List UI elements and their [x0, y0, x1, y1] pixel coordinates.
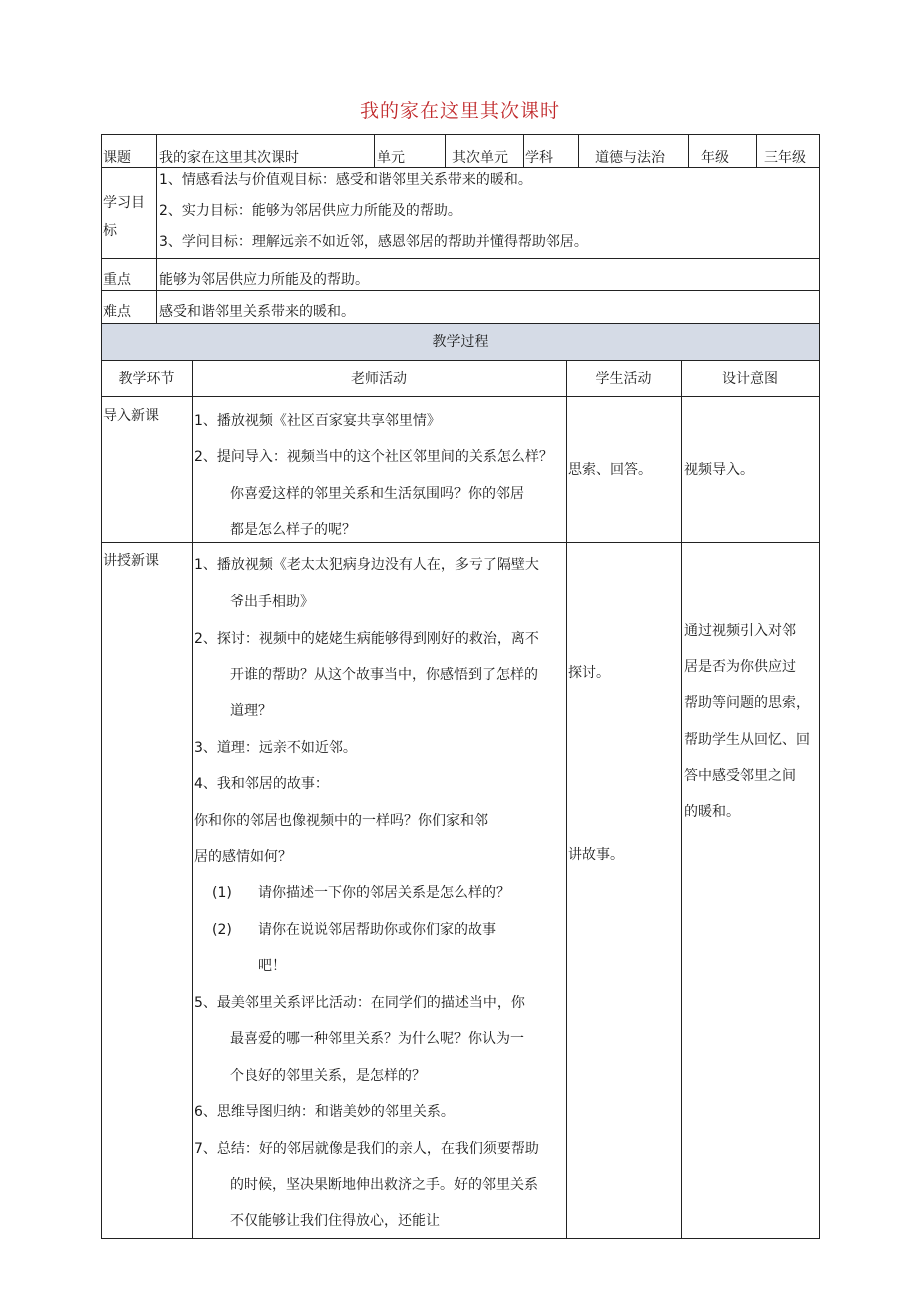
table-line	[101, 258, 820, 259]
table-line	[819, 134, 820, 1239]
teacher-line: (1)	[212, 885, 232, 901]
student-activity: 讲故事。	[568, 847, 624, 863]
table-line	[578, 134, 579, 167]
teacher-line: 请你描述一下你的邻居关系是怎么样的？	[258, 885, 510, 901]
column-header-teacher: 老师活动	[351, 371, 407, 387]
column-header-intent: 设计意图	[722, 371, 778, 387]
teacher-line: 7、总结：好的邻居就像是我们的亲人，在我们须要帮助	[194, 1141, 539, 1157]
teacher-line: 5、最美邻里关系评比活动：在同学们的描述当中，你	[194, 995, 525, 1011]
teacher-line: 吧！	[258, 958, 286, 974]
student-activity: 探讨。	[568, 665, 610, 681]
table-line	[101, 134, 102, 1239]
table-line	[101, 290, 820, 291]
design-intent: 帮助学生从回忆、回	[684, 732, 810, 748]
unit-label: 单元	[377, 150, 405, 166]
table-line	[566, 360, 567, 1239]
table-line	[156, 134, 157, 323]
student-activity: 思索、回答。	[568, 462, 652, 478]
teacher-line: 居的感情如何？	[194, 849, 292, 865]
course-value: 道德与法治	[595, 150, 665, 166]
document-title: 我的家在这里其次课时	[359, 100, 560, 122]
subject-label: 课题	[103, 150, 131, 166]
table-line	[756, 134, 757, 167]
unit-value: 其次单元	[452, 150, 508, 166]
teacher-line: 爷出手相助》	[230, 594, 314, 610]
design-intent: 视频导入。	[684, 462, 754, 478]
table-line	[688, 134, 689, 167]
table-line	[374, 134, 375, 167]
objectives-label: 标	[103, 223, 117, 239]
teacher-line: 6、思维导图归纳：和谐美妙的邻里关系。	[194, 1104, 455, 1120]
grade-value: 三年级	[764, 150, 806, 166]
objective-item: 3、学问目标：理解远亲不如近邻，感恩邻居的帮助并懂得帮助邻居。	[159, 234, 588, 250]
table-line	[101, 360, 820, 361]
teacher-line: 不仅能够让我们住得放心，还能让	[230, 1213, 440, 1229]
process-header: 教学过程	[432, 334, 489, 350]
teacher-line: 道理？	[230, 703, 272, 719]
grade-label: 年级	[701, 150, 729, 166]
design-intent: 通过视频引入对邻	[684, 623, 796, 639]
table-line	[101, 542, 820, 543]
stage-new-lesson: 讲授新课	[103, 553, 159, 569]
objectives-label: 学习目	[103, 195, 145, 211]
design-intent: 答中感受邻里之间	[684, 768, 796, 784]
objective-item: 2、实力目标：能够为邻居供应力所能及的帮助。	[159, 203, 462, 219]
subject-value: 我的家在这里其次课时	[159, 150, 299, 166]
teacher-line: 个良好的邻里关系，是怎样的？	[230, 1068, 426, 1084]
design-intent: 居是否为你供应过	[684, 659, 796, 675]
teacher-line: 你喜爱这样的邻里关系和生活氛围吗？你的邻居	[230, 486, 524, 502]
column-header-stage: 教学环节	[118, 371, 175, 387]
table-line	[523, 134, 524, 167]
teacher-line: 1、播放视频《社区百家宴共享邻里情》	[194, 413, 441, 429]
teacher-line: 1、播放视频《老太太犯病身边没有人在，多亏了隔壁大	[194, 557, 539, 573]
keypoint-label: 重点	[103, 272, 131, 288]
teacher-line: 请你在说说邻居帮助你或你们家的故事	[258, 922, 496, 938]
table-line	[101, 1238, 820, 1239]
table-line	[101, 167, 820, 168]
teacher-line: 3、道理：远亲不如近邻。	[194, 740, 357, 756]
table-line	[101, 323, 820, 324]
difficulty-value: 感受和谐邻里关系带来的暖和。	[159, 304, 355, 320]
table-line	[101, 396, 820, 397]
column-header-student: 学生活动	[595, 371, 652, 387]
stage-intro: 导入新课	[103, 408, 159, 424]
teacher-line: 最喜爱的哪一种邻里关系？为什么呢？你认为一	[230, 1031, 524, 1047]
teacher-line: 你和你的邻居也像视频中的一样吗？你们家和邻	[194, 813, 488, 829]
table-line	[192, 360, 193, 1239]
teacher-line: (2)	[212, 922, 232, 938]
teacher-line: 2、提问导入：视频当中的这个社区邻里间的关系怎么样？	[194, 449, 553, 465]
objective-item: 1、情感看法与价值观目标：感受和谐邻里关系带来的暖和。	[159, 172, 532, 188]
design-intent: 帮助等问题的思索，	[684, 695, 810, 711]
course-label: 学科	[525, 150, 553, 166]
table-line	[681, 360, 682, 1239]
table-line	[445, 134, 446, 167]
difficulty-label: 难点	[103, 304, 131, 320]
teacher-line: 4、我和邻居的故事：	[194, 776, 329, 792]
teacher-line: 2、探讨：视频中的姥姥生病能够得到刚好的救治，离不	[194, 631, 539, 647]
teacher-line: 的时候，坚决果断地伸出救济之手。好的邻里关系	[230, 1177, 538, 1193]
teacher-line: 都是怎么样子的呢？	[230, 522, 356, 538]
keypoint-value: 能够为邻居供应力所能及的帮助。	[159, 272, 369, 288]
teacher-line: 开谁的帮助？从这个故事当中，你感悟到了怎样的	[230, 667, 538, 683]
design-intent: 的暖和。	[684, 804, 740, 820]
table-line	[101, 134, 820, 135]
